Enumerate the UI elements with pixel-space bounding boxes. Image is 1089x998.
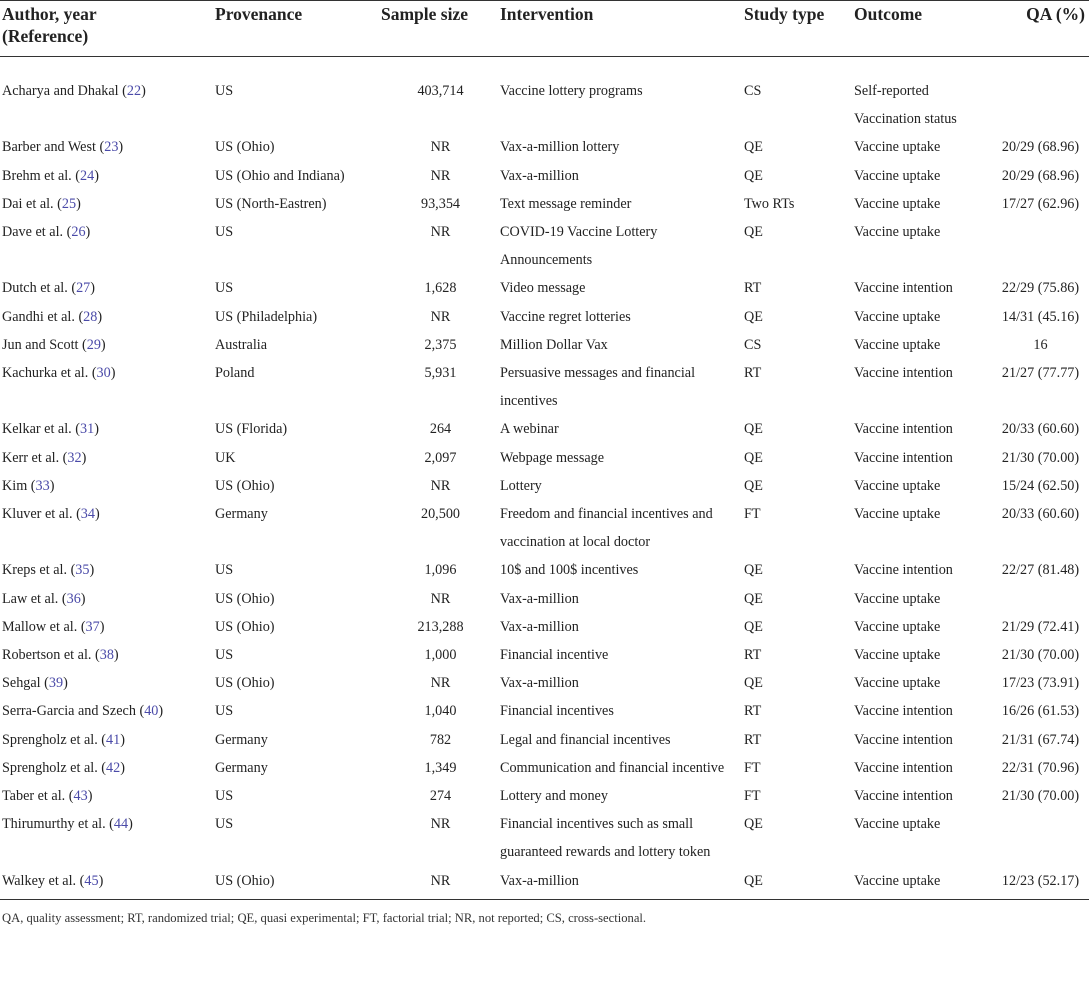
cell-author: Thirumurthy et al. (44) (2, 816, 133, 833)
cell-out: Vaccine uptake (854, 224, 941, 241)
table-row (0, 57, 1089, 134)
reference-link[interactable]: 39 (48, 675, 64, 692)
cell-out: Vaccine intention (854, 759, 953, 776)
table-row (0, 274, 1089, 302)
cell-size: 274 (429, 788, 452, 805)
table-row (0, 810, 1089, 866)
table-row (0, 133, 1089, 161)
cell-out: Self-reported Vaccination status (854, 83, 957, 128)
table-row (0, 754, 1089, 782)
cell-prov: Australia (215, 336, 268, 353)
cell-author: Dave et al. (26) (2, 224, 91, 241)
cell-author: Kreps et al. (35) (2, 562, 95, 579)
cell-out: Vaccine uptake (854, 618, 941, 635)
cell-out: Vaccine intention (854, 788, 953, 805)
cell-size: 20,500 (420, 506, 460, 523)
cell-author: Sprengholz et al. (42) (2, 759, 125, 776)
column-header-size: Sample size (381, 4, 469, 24)
cell-int: Vax-a-million (500, 590, 579, 607)
cell-int: Webpage message (500, 449, 605, 466)
cell-size: 264 (429, 421, 452, 438)
cell-int: Lottery (500, 477, 542, 494)
cell-int: Persuasive messages and financial incentives (500, 365, 696, 410)
cell-int: Vax-a-million (500, 167, 579, 184)
author-name: Sprengholz et al. (2, 759, 98, 776)
cell-int: Million Dollar Vax (500, 336, 608, 353)
cell-qa: 21/30 (70.00) (1001, 449, 1080, 466)
cell-type: QE (744, 167, 763, 184)
cell-author: Kluver et al. (34) (2, 506, 100, 523)
cell-int: Vax-a-million lottery (500, 139, 620, 156)
cell-out: Vaccine intention (854, 562, 953, 579)
author-name: Mallow et al. (2, 618, 78, 635)
cell-qa (992, 585, 1089, 613)
reference-link[interactable]: 23 (104, 139, 119, 156)
cell-author: Robertson et al. (38) (2, 647, 119, 664)
column-header-type: Study type (744, 4, 825, 24)
cell-qa: 15/24 (62.50) (1001, 477, 1080, 494)
author-name: Walkey et al. (2, 872, 77, 889)
table-row (0, 867, 1089, 900)
table-row (0, 641, 1089, 669)
author-name: Robertson et al. (2, 647, 92, 664)
table-header (0, 1, 1089, 57)
cell-qa (992, 218, 1089, 274)
cell-author: Dutch et al. (27) (2, 280, 95, 297)
cell-qa: 21/29 (72.41) (1001, 618, 1080, 635)
table-row (0, 669, 1089, 697)
cell-author: Law et al. (36) (2, 590, 86, 607)
cell-size: NR (430, 224, 451, 241)
reference-link[interactable]: 37 (85, 618, 100, 635)
author-name: Kim (2, 477, 28, 494)
cell-int: Vaccine lottery programs (500, 83, 643, 99)
author-name: Acharya and Dhakal (2, 83, 119, 99)
author-name: Kluver et al. (2, 506, 73, 523)
cell-size: NR (430, 816, 451, 833)
cell-prov: US (215, 280, 234, 297)
author-name: Taber et al. (2, 788, 66, 805)
cell-type: QE (744, 449, 763, 466)
table-row (0, 556, 1089, 584)
cell-type: QE (744, 139, 763, 156)
cell-type: RT (744, 647, 762, 664)
cell-type: QE (744, 872, 763, 889)
cell-prov: US (215, 816, 234, 833)
cell-int: Vax-a-million (500, 618, 579, 635)
cell-prov: US (215, 788, 234, 805)
cell-size: NR (430, 675, 451, 692)
cell-int: 10$ and 100$ incentives (500, 562, 639, 579)
cell-size: 5,931 (424, 365, 457, 382)
reference-link[interactable]: 31 (80, 421, 95, 438)
cell-author: Barber and West (23) (2, 139, 124, 156)
table-row (0, 500, 1089, 556)
cell-out: Vaccine uptake (854, 590, 941, 607)
table-row (0, 697, 1089, 725)
cell-type: CS (744, 83, 762, 99)
cell-author: Acharya and Dhakal (22) (2, 83, 146, 99)
cell-out: Vaccine intention (854, 280, 953, 297)
author-name: Kachurka et al. (2, 365, 89, 382)
reference-link[interactable]: 24 (80, 167, 95, 184)
cell-qa: 21/30 (70.00) (1001, 647, 1080, 664)
column-header-prov: Provenance (215, 4, 303, 24)
table-row (0, 415, 1089, 443)
reference-link[interactable]: 26 (71, 224, 86, 241)
reference-link[interactable]: 34 (80, 506, 95, 523)
table-row (0, 359, 1089, 415)
cell-type: QE (744, 224, 763, 241)
table-footnote: QA, quality assessment; RT, randomized trial; QE, quasi experimental; FT, factorial trial; NR, not reported; CS, cross-sectional. (2, 910, 647, 925)
cell-size: 2,375 (424, 336, 457, 353)
cell-prov: US (Ohio and Indiana) (215, 167, 345, 184)
author-name: Sprengholz et al. (2, 731, 98, 748)
cell-type: QE (744, 816, 763, 833)
reference-link[interactable]: 35 (75, 562, 90, 579)
author-name: Sehgal (2, 675, 41, 692)
table-body (0, 57, 1089, 900)
cell-size: NR (430, 872, 451, 889)
cell-prov: UK (215, 449, 236, 466)
cell-int: A webinar (500, 421, 559, 438)
author-name: Kreps et al. (2, 562, 68, 579)
table-row (0, 585, 1089, 613)
cell-out: Vaccine uptake (854, 167, 941, 184)
cell-author: Sprengholz et al. (41) (2, 731, 125, 748)
cell-author: Kelkar et al. (31) (2, 421, 99, 438)
column-header-out: Outcome (854, 4, 923, 24)
cell-author: Dai et al. (25) (2, 195, 81, 212)
cell-qa: 20/33 (60.60) (1001, 421, 1080, 438)
cell-prov: Germany (215, 506, 268, 523)
column-header-author: Author, year (Reference) (2, 4, 97, 46)
cell-out: Vaccine uptake (854, 477, 941, 494)
cell-type: QE (744, 590, 763, 607)
cell-qa: 17/27 (62.96) (1001, 195, 1080, 212)
cell-prov: US (Ohio) (215, 139, 275, 156)
author-name: Dave et al. (2, 224, 64, 241)
cell-qa: 21/27 (77.77) (1001, 365, 1080, 382)
author-name: Gandhi et al. (2, 308, 75, 325)
cell-size: 403,714 (417, 83, 464, 99)
reference-link[interactable]: 28 (83, 308, 98, 325)
cell-author: Mallow et al. (37) (2, 618, 105, 635)
cell-int: Freedom and financial incentives and vaccination at local doctor (500, 506, 713, 551)
author-name: Kelkar et al. (2, 421, 72, 438)
cell-size: NR (430, 139, 451, 156)
cell-out: Vaccine uptake (854, 816, 941, 833)
header-row (0, 1, 1089, 57)
cell-qa (992, 57, 1089, 134)
cell-out: Vaccine uptake (854, 308, 941, 325)
cell-prov: US (Ohio) (215, 675, 275, 692)
cell-prov: US (North-Eastren) (215, 195, 327, 212)
cell-type: RT (744, 703, 762, 720)
author-name: Barber and West (2, 139, 96, 156)
cell-size: 213,288 (417, 618, 464, 635)
reference-link[interactable]: 30 (96, 365, 111, 382)
cell-size: 93,354 (420, 195, 460, 212)
reference-link[interactable]: 43 (73, 788, 88, 805)
author-name: Serra-Garcia and Szech (2, 703, 136, 720)
cell-prov: US (Ohio) (215, 618, 275, 635)
cell-out: Vaccine intention (854, 421, 953, 438)
cell-int: COVID-19 Vaccine Lottery Announcements (500, 224, 658, 269)
cell-size: NR (430, 167, 451, 184)
cell-out: Vaccine intention (854, 449, 953, 466)
cell-qa: 12/23 (52.17) (1001, 872, 1080, 889)
table-row (0, 218, 1089, 274)
reference-link[interactable]: 32 (67, 449, 82, 466)
cell-prov: US (Florida) (215, 421, 288, 438)
cell-prov: Germany (215, 759, 268, 776)
cell-size: 2,097 (424, 449, 457, 466)
cell-type: QE (744, 618, 763, 635)
cell-size: 1,040 (424, 703, 457, 720)
cell-int: Vax-a-million (500, 872, 579, 889)
cell-author: Kerr et al. (32) (2, 449, 87, 466)
cell-qa: 22/29 (75.86) (1001, 280, 1080, 297)
cell-qa: 22/31 (70.96) (1001, 759, 1080, 776)
table-row (0, 331, 1089, 359)
cell-type: FT (744, 759, 761, 776)
cell-size: NR (430, 590, 451, 607)
cell-int: Vax-a-million (500, 675, 579, 692)
author-name: Thirumurthy et al. (2, 816, 106, 833)
cell-author: Sehgal (39) (2, 675, 68, 692)
reference-link[interactable]: 40 (144, 703, 159, 720)
cell-qa: 20/33 (60.60) (1001, 506, 1080, 523)
cell-int: Communication and financial incentive (500, 759, 725, 776)
cell-qa: 16 (1033, 336, 1048, 353)
cell-prov: US (215, 703, 234, 720)
cell-type: FT (744, 506, 761, 523)
cell-int: Text message reminder (500, 195, 632, 212)
cell-type: FT (744, 788, 761, 805)
cell-author: Kachurka et al. (30) (2, 365, 116, 382)
cell-out: Vaccine uptake (854, 195, 941, 212)
reference-link[interactable]: 29 (86, 336, 101, 353)
cell-qa (992, 810, 1089, 866)
table-row (0, 190, 1089, 218)
column-header-qa: QA (%) (1026, 4, 1085, 24)
reference-link[interactable]: 22 (126, 83, 142, 99)
cell-out: Vaccine intention (854, 731, 953, 748)
cell-size: 782 (429, 731, 452, 748)
table-row (0, 613, 1089, 641)
cell-prov: US (Philadelphia) (215, 308, 318, 325)
table-row (0, 782, 1089, 810)
reference-link[interactable]: 33 (35, 477, 50, 494)
cell-out: Vaccine uptake (854, 872, 941, 889)
cell-prov: US (215, 224, 234, 241)
cell-size: 1,000 (424, 647, 457, 664)
cell-qa: 17/23 (73.91) (1001, 675, 1080, 692)
cell-size: NR (430, 308, 451, 325)
cell-type: QE (744, 308, 763, 325)
cell-author: Jun and Scott (29) (2, 336, 106, 353)
reference-link[interactable]: 45 (84, 872, 99, 889)
cell-type: QE (744, 562, 763, 579)
cell-author: Serra-Garcia and Szech (40) (2, 703, 164, 720)
cell-out: Vaccine uptake (854, 336, 941, 353)
cell-size: NR (430, 477, 451, 494)
author-name: Brehm et al. (2, 167, 72, 184)
cell-prov: Germany (215, 731, 268, 748)
cell-out: Vaccine intention (854, 703, 953, 720)
cell-int: Video message (500, 280, 586, 297)
cell-prov: Poland (215, 365, 255, 382)
cell-prov: US (Ohio) (215, 477, 275, 494)
table-row (0, 444, 1089, 472)
author-name: Dutch et al. (2, 280, 68, 297)
cell-out: Vaccine uptake (854, 647, 941, 664)
table-row (0, 303, 1089, 331)
cell-qa: 20/29 (68.96) (1001, 167, 1080, 184)
cell-qa: 14/31 (45.16) (1001, 308, 1080, 325)
reference-link[interactable]: 42 (106, 759, 121, 776)
cell-qa: 21/31 (67.74) (1001, 731, 1080, 748)
cell-type: RT (744, 365, 762, 382)
reference-link[interactable]: 25 (61, 195, 77, 212)
table-row (0, 162, 1089, 190)
cell-author: Brehm et al. (24) (2, 167, 99, 184)
cell-out: Vaccine uptake (854, 139, 941, 156)
cell-type: CS (744, 336, 762, 353)
reference-link[interactable]: 44 (113, 816, 129, 833)
cell-author: Kim (33) (2, 477, 55, 494)
cell-qa: 20/29 (68.96) (1001, 139, 1080, 156)
cell-out: Vaccine uptake (854, 506, 941, 523)
cell-prov: US (Ohio) (215, 872, 275, 889)
cell-qa: 22/27 (81.48) (1001, 562, 1080, 579)
cell-out: Vaccine intention (854, 365, 953, 382)
cell-author: Taber et al. (43) (2, 788, 93, 805)
cell-prov: US (215, 647, 234, 664)
author-name: Law et al. (2, 590, 59, 607)
column-header-int: Intervention (500, 4, 594, 24)
cell-int: Vaccine regret lotteries (500, 308, 631, 325)
cell-type: Two RTs (744, 195, 795, 212)
author-name: Jun and Scott (2, 336, 79, 353)
cell-author: Walkey et al. (45) (2, 872, 104, 889)
cell-type: QE (744, 675, 763, 692)
author-name: Kerr et al. (2, 449, 60, 466)
cell-qa: 21/30 (70.00) (1001, 788, 1080, 805)
table-row (0, 726, 1089, 754)
cell-prov: US (215, 83, 234, 99)
cell-int: Financial incentive (500, 647, 609, 664)
reference-link[interactable]: 36 (66, 590, 81, 607)
author-name: Dai et al. (2, 195, 54, 212)
cell-out: Vaccine uptake (854, 675, 941, 692)
cell-type: QE (744, 477, 763, 494)
cell-size: 1,349 (424, 759, 457, 776)
cell-int: Financial incentives such as small guaranteed rewards and lottery token (500, 816, 711, 861)
cell-type: RT (744, 280, 762, 297)
reference-link[interactable]: 41 (106, 731, 121, 748)
cell-size: 1,628 (424, 280, 457, 297)
cell-prov: US (215, 562, 234, 579)
cell-prov: US (Ohio) (215, 590, 275, 607)
cell-int: Financial incentives (500, 703, 614, 720)
cell-type: RT (744, 731, 762, 748)
cell-qa: 16/26 (61.53) (1001, 703, 1080, 720)
cell-int: Legal and financial incentives (500, 731, 671, 748)
reference-link[interactable]: 38 (99, 647, 114, 664)
cell-author: Gandhi et al. (28) (2, 308, 103, 325)
table-row (0, 472, 1089, 500)
cell-size: 1,096 (424, 562, 457, 579)
cell-int: Lottery and money (500, 788, 608, 805)
reference-link[interactable]: 27 (76, 280, 91, 297)
cell-type: QE (744, 421, 763, 438)
